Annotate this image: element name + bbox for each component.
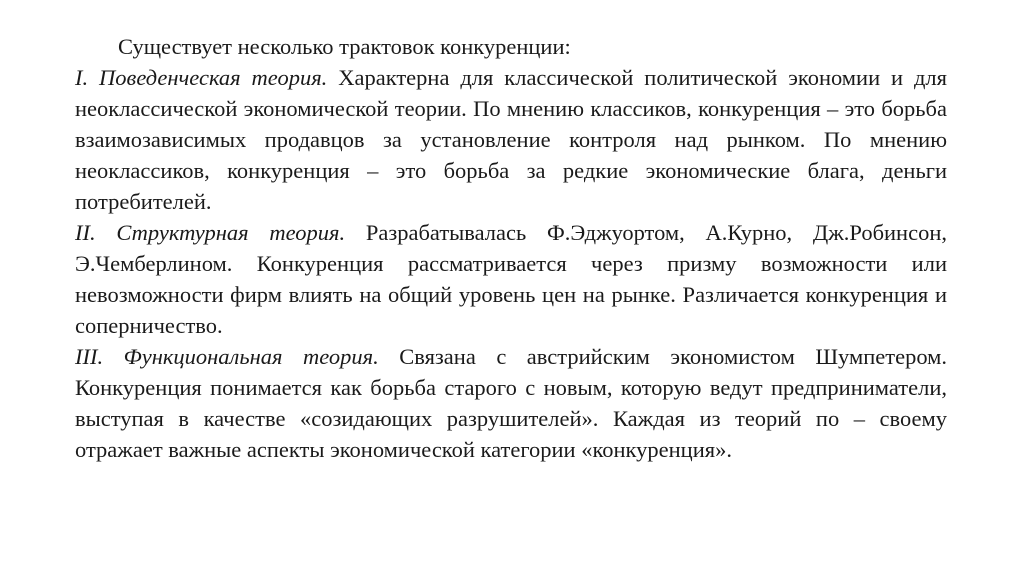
section-text: Связана с австрийским экономистом Шумпетером. Конкуренция понимается как борьба старого с новым, которую ведут предприниматели, выступая в качестве «созидающих разрушителей». Каждая из теорий по – своему отражает важные аспекты экономической категории «конкуренция».: [75, 344, 947, 462]
section-numeral: III.: [75, 344, 104, 369]
section-structural: [75, 217, 947, 341]
section-numeral: II.: [75, 220, 96, 245]
section-text: Характерна для классической политической экономии и для неоклассической экономической теории. По мнению классиков, конкуренция – это борьба взаимозависимых продавцов за установление контроля над рынком. По мнению неоклассиков, конкуренция – это борьба за редкие экономические блага, деньги потребителей.: [75, 65, 948, 214]
section-numeral: I.: [75, 65, 89, 90]
section-term: Структурная теория.: [116, 220, 346, 245]
intro-line: Существует несколько трактовок конкуренции:: [118, 34, 571, 59]
section-text: Разрабатывалась Ф.Эджуортом, А.Курно, Дж.Робинсон, Э.Чемберлином. Конкуренция рассматривается через призму возможности или невозможности фирм влиять на общий уровень цен на рынке. Различается конкуренция и соперничество.: [75, 220, 948, 338]
slide-content: [75, 31, 947, 465]
section-term: Функциональная теория.: [123, 344, 379, 369]
section-functional: [75, 341, 947, 465]
section-term: Поведенческая теория.: [99, 65, 328, 90]
section-behavioral: [75, 62, 947, 217]
